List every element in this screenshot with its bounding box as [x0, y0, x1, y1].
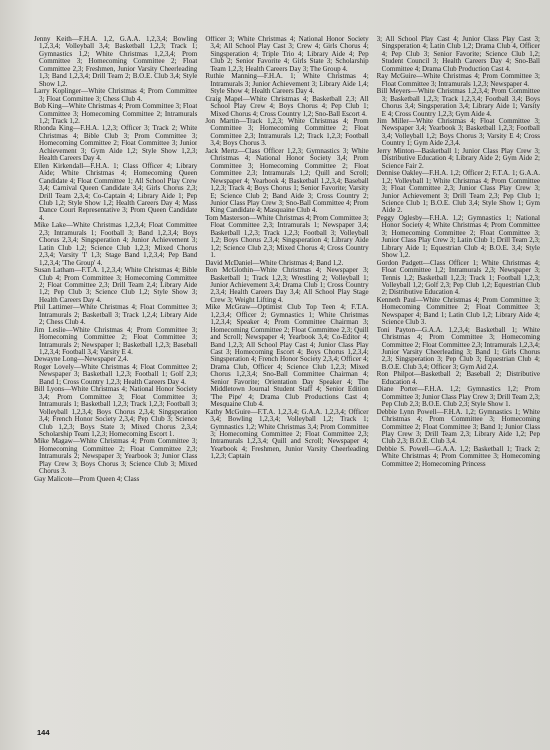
senior-activities-text	[34, 36, 540, 724]
student-entry: Dennise Oakley—F.H.A. 1,2; Officer 2; F.T.A. 1; G.A.A. 1,2; Volleyball 1; White Christmas 4; Prom Committee 3; Float Committee 2,3; Junior Class Play Crew 3; Junior Achievement 3; Drill Team 2,3; Pep Club 1; Science Club 1; B.O.E. Club 3,4; Style Show 1; Gym Aide 2.	[376, 169, 540, 215]
student-entry: Jim Leslie—White Christmas 4; Prom Committee 3; Homecoming Committee 2; Float Committee 3; Intramurals 2; Newspaper 1; Basketball 1,2,3; Baseball 1,2,3,4; Football 3,4; Varsity E 4.	[34, 325, 198, 357]
student-entry: Rhonda King—F.H.A. 1,2,3; Officer 3; Track 2; White Christmas 4; Bible Club 3; Prom Committee 3; Homecoming Committee 2; Float Committee 3; Junior Achievement 3; Gym Aide 1,2; Style Show 1,2,3; Health Careers Day 4.	[34, 124, 198, 163]
student-entry: Susan Latham—F.T.A. 1,2,3,4; White Christmas 4; Bible Club 4; Prom Committee 3; Homecoming Committee 2; Float Committee 2,3; Drill Team 2,4; Library Aide 1,2; Pep Club 3; Science Club 1,2; Style Show 3; Health Careers Day 4.	[34, 266, 198, 304]
student-entry: Ellen Kirkendall—F.H.A. 1; Class Officer 4; Library Aide; White Christmas 4; Homecoming Queen Candidate 4; Float Committee 1; All School Play Crew 3,4; Carnival Queen Candidate 3,4; Girls Chorus 2,3; Drill Team 2,3,4; Co-Captain 4; Library Aide 1; Pep Club 1,2; Style Show 1,2; Health Careers Day 4; Mass Dance Court Representative 3; Prom Queen Candidate 4.	[34, 161, 198, 222]
student-entry: Kathy McGuire—F.T.A. 1,2,3,4; G.A.A. 1,2,3,4; Officer 3,4; Bowling 1,2,3,4; Volleyball 1,2; Track 1; Gymnastics 1,2; White Christmas 3,4; Prom Committee 3; Homecoming Committee 2; Float Committee 2,3; Intramurals 1,2,3,4; Quill and Scroll; Newspaper 4; Yearbook 4; Freshmen, Junior Varsity Cheerleading 1,2,3; Captain	[205, 407, 369, 461]
student-entry: Toni Payton—G.A.A. 1,2,3,4; Basketball 1; White Christmas 4; Prom Committee 3; Homecoming Committee 2; Float Committee 2,3; Intramurals 1,2,3,4; Junior Varsity Cheerleading 3; Band 1; Girls Chorus 2,3; Singsperation 3; Pep Club 3; Equestrian Club 4; B.O.E. Club 3,4; Officer 3; Gym Aid 2,4.	[376, 325, 540, 371]
student-entry: Jon Martin—Track 1,2,3; White Christmas 4; Prom Committee 3; Homecoming Committee 2; Float Committee 2,3; Intramurals 1,2; Track 1,2,3; Football 3,4; Boys Chorus 3.	[205, 116, 369, 148]
student-entry: Officer 3; White Christmas 4; National Honor Society 3,4; All School Play Cast 3; Crew 4; Girls Chorus 4; Singsperation 4; Triple Trio 4; Library Aide 4; Pep Club 2; Senior Favorite 4; Girls State 3; Scholarship Team 1,2,3; Health Careers Day 3; The Group 4.	[205, 36, 369, 73]
student-entry: Mike McGraw—Optimist Club Top Teen 4; F.T.A. 1,2,3,4; Officer 2; Gymnastics 1; White Christmas 1,2,3,4; Speaker 4; Prom Committee Chairman 3; Homecoming Committee 2; Float Committee 2,3; Quill and Scroll; Newspaper 4; Yearbook 3,4; Co-Editor 4; Band 1,2,3; All School Play Cast 4; Junior Class Play Cast 3; Homecoming Escort 4; Boys Chorus 1,2,3,4; Singsperation 4; French Honor Society 2,3,4; Officer 4; Drama Club, Officer 4; Science Club 1,2,3; Mixed Chorus 1,2,3,4; Sno-Ball Committee Chairman 4; Senior Favorite; Orientation Day Speaker 4; The Middletown Journal Student Staff 4; Senior Edition 'The Pipe' 4; Drama Club Productions Cast 4; Mesquaine Club 4.	[205, 303, 369, 409]
column-1	[34, 36, 197, 724]
student-entry: Jack Mertz—Class Officer 1,2,3; Gymnastics 3; White Christmas 4; National Honor Society 3,4; Prom Committee 3; Homecoming Committee 2; Float Committee 2,3; Intramurals 1,2; Quill and Scroll; Newspaper 4; Yearbook 4; Basketball 1,2,3,4; Baseball 1,2,3; Track 4; Boys Chorus 1; Senior Favorite; Varsity E; Science Club 2; Band Aide 3; Cross Country 2; Junior Class Play Crew 3; Sno-Ball Committee 4; Prom King Candidate 4; Masquaine Club 4.	[205, 146, 369, 215]
page-number: 144	[37, 728, 50, 737]
student-entry: Peggy Oglesby—F.H.A. 1,2; Gymnastics 1; National Honor Society 4; White Christmas 4; Prom Committee 3; Homecoming Committee 2; Float Committee 3; Junior Class Play Crew 3; Latin Club 1; Drill Team 2,3; Library Aide 1; Equestrian Club 4; B.O.E. 3,4; Style Show 1,2.	[376, 213, 540, 260]
student-entry: 3; All School Play Cast 4; Junior Class Play Cast 3; Singsperation 4; Latin Club 1,2; Drama Club 4, Officer 4; Pep Club 3; Senior Favorite; Science Club 1,2; Student Council 3; Health Careers Day 4; Sno-Ball Committee 4; Drama Club Production Cast 4.	[376, 36, 540, 73]
student-entry: Mike Lake—White Christmas 1,2,3,4; Float Committee 2,3; Intramurals 1; Football 3; Band 1,2,3,4; Boys Chorus 2,3,4; Singsperation 4; Junior Achievement 3; Latin Club 1,2; Science Club 1,2,3; Mixed Chorus 2,3,4; Varsity 'I' 1,3; Stage Band 1,2,3,4; Pep Band 1,2,3,4; 'The Group' 4.	[34, 221, 198, 267]
student-entry: David McDaniel—White Christmas 4; Band 1,2.	[205, 258, 344, 267]
student-entry: Jim Miller—White Christmas 4; Float Committee 3; Newspaper 3,4; Yearbook 3; Basketball 1,2,3; Football 3,4; Volleyball 1,2; Boys Chorus 3; Varsity E 4; Cross Country 1; Gym Aide 2,3,4.	[376, 116, 540, 148]
student-entry: Jenny Keith—F.H.A. 1,2, G.A.A. 1,2,3,4; Bowling 1,2,3,4; Volleyball 3,4; Basketball 1,2,3; Track 1; Gymnastics 1,2; White Christmas 1,2,3,4; Prom Committee 3; Homecoming Committee 2; Float Committee 2,3; Freshmen, Junior Varsity Cheerleading 1,3; Band 1,2,3,4; Drill Team 2; B.O.E. Club 3,4; Style Show 1,2.	[34, 36, 198, 88]
student-entry: Craig Mapel—White Christmas 4; Basketball 2,3; All School Play Crew 4; Boys Chorus 4; Pep Club 1; Mixed Chorus 4; Cross Country 1,2; Sno-Ball Escort 4.	[205, 94, 369, 118]
student-entry: Jerry Minton—Basketball 1; Junior Class Play Crew 3; Distributive Education 4; Library Aide 2; Gym Aide 2; Science Fair 2.	[376, 146, 540, 170]
student-entry: Debbie Lynn Powell—F.H.A. 1,2; Gymnastics 1; White Christmas 4; Prom Committee 3; Homecoming Committee 2; Float Committee 3; Band 1; Junior Class Play Crew 3; Drill Team 2,3; Library Aide 1,2; Pep Club 2,3; B.O.E. Club 3,4.	[376, 407, 540, 446]
student-entry: Kenneth Paul—White Christmas 4; Prom Committee 3; Homecoming Committee 2; Float Committee 3; Newspaper 4; Band 1; Latin Club 1,2; Library Aide 4; Science Club 3.	[376, 295, 540, 327]
student-entry: Diane Porter—F.H.A. 1,2; Gymnastics 1,2; Prom Committee 3; Junior Class Play Crew 3; Drill Team 2,3; Pep Club 2,3; B.O.E. Club 2,3; Style Show 1.	[376, 385, 540, 409]
student-entry: Ron Philpot—Basketball 2; Baseball 2; Distributive Education 4.	[376, 370, 540, 386]
student-entry: Bill Lyons—White Christmas 4; National Honor Society 3,4; Prom Committee 3; Float Committee 3; Intramurals 1; Basketball 1,2,3; Track 1,2,3; Football 3; Volleyball 1,2,3,4; Boys Chorus 2,3,4; Singsperation 3,4; French Honor Society 2,3,4; Pep Club 3; Science Club 1,2,3; Boys State 3; Mixed Chorus 2,3,4; Scholarship Team 1,2,3; Homecoming Escort 1.	[34, 385, 198, 439]
column-2	[205, 36, 368, 724]
student-entry: Bob King—White Christmas 4; Prom Committee 3; Float Committee 3; Homecoming Committee 2; Intramurals 1,2; Track 1,2.	[34, 102, 198, 125]
student-entry: Ray McGuire—White Christmas 4; Prom Committee 3; Float Committee 3; Intramurals 1,2,3; Newspaper 4.	[376, 72, 540, 88]
student-entry: Larry Koplinger—White Christmas 4; Prom Committee 3; Float Committee 3; Chess Club 4.	[34, 87, 198, 103]
student-entry: Bill Meyers—White Christmas 1,2,3,4; Prom Committee 3; Basketball 1,2,3; Track 1,2,3,4; Football 3,4; Boys Chorus 3,4; Singsperation 3,4; Library Aide 1; Varsity E 4; Cross Country 1,2,3; Gym Aide 4.	[376, 87, 540, 118]
student-entry: Phil Lattimer—White Christmas 4; Float Committee 3; Intramurals 2; Basketball 3; Track 1,2,4; Library Aide 2; Chess Club 4.	[34, 303, 198, 327]
student-entry: Ron McGlothin—White Christmas 4; Newspaper 3; Basketball 1; Track 1,2,3; Wrestling 2; Volleyball 1; Junior Achievement 3,4; Drama Club 1; Cross Country 2,3,4; Health Careers Day 3,4; All School Play Stage Crew 3; Weight Lifting 4.	[205, 266, 369, 304]
student-entry: Ruthie Manning—F.H.A. 1; White Christmas 4; Intramurals 3; Junior Achievement 3; Library Aide 1,4; Style Show 4; Health Careers Day 4.	[205, 72, 369, 96]
student-entry: Tom Masterson—White Christmas 4; Prom Committee 3; Float Committee 2,3; Intramurals 1; Newspaper 3,4; Basketball 1,2,3; Track 1,2,3; Football 3; Volleyball 1,2; Boys Chorus 2,3,4; Singsperation 4; Library Aide 1,2; Science Club 2,3; Mixed Chorus 4; Cross Country 1.	[205, 213, 369, 260]
student-entry: Gordon Padgett—Class Officer 1; White Christmas 4; Float Committee 1,2; Intramurals 2,3; Newspaper 3; Tennis 1,2; Basketball 1,2,3; Track 1; Football 1,2,3; Volleyball 1,2; Golf 2,3; Pep Club 1,2; Equestrian Club 2; Distributive Education 4.	[376, 258, 540, 297]
student-entry: Mike Magaw—White Christmas 4; Prom Committee 3; Homecoming Committee 2; Float Committee 2,3; Intramurals 2; Newspaper 3; Yearbook 3; Junior Class Play Crew 3; Boys Chorus 3; Science Club 3; Mixed Chorus 3.	[34, 437, 198, 476]
column-3	[377, 36, 540, 724]
student-entry: Dewayne Long—Newspaper 2,4.	[34, 355, 129, 364]
student-entry: Roger Lovely—White Christmas 4; Float Committee 2; Newspaper 3; Basketball 1,2,3; Football 1; Golf 2,3; Band 1; Cross Country 1,2,3; Health Careers Day 4.	[34, 362, 198, 386]
student-entry: Gay Malicote—Prom Queen 4; Class	[34, 474, 140, 483]
student-entry: Debbie S. Powell—G.A.A. 1,2; Basketball 1; Track 2; White Christmas 4; Prom Committee 3; Homecoming Committee 2; Homecoming Princess	[376, 444, 540, 468]
